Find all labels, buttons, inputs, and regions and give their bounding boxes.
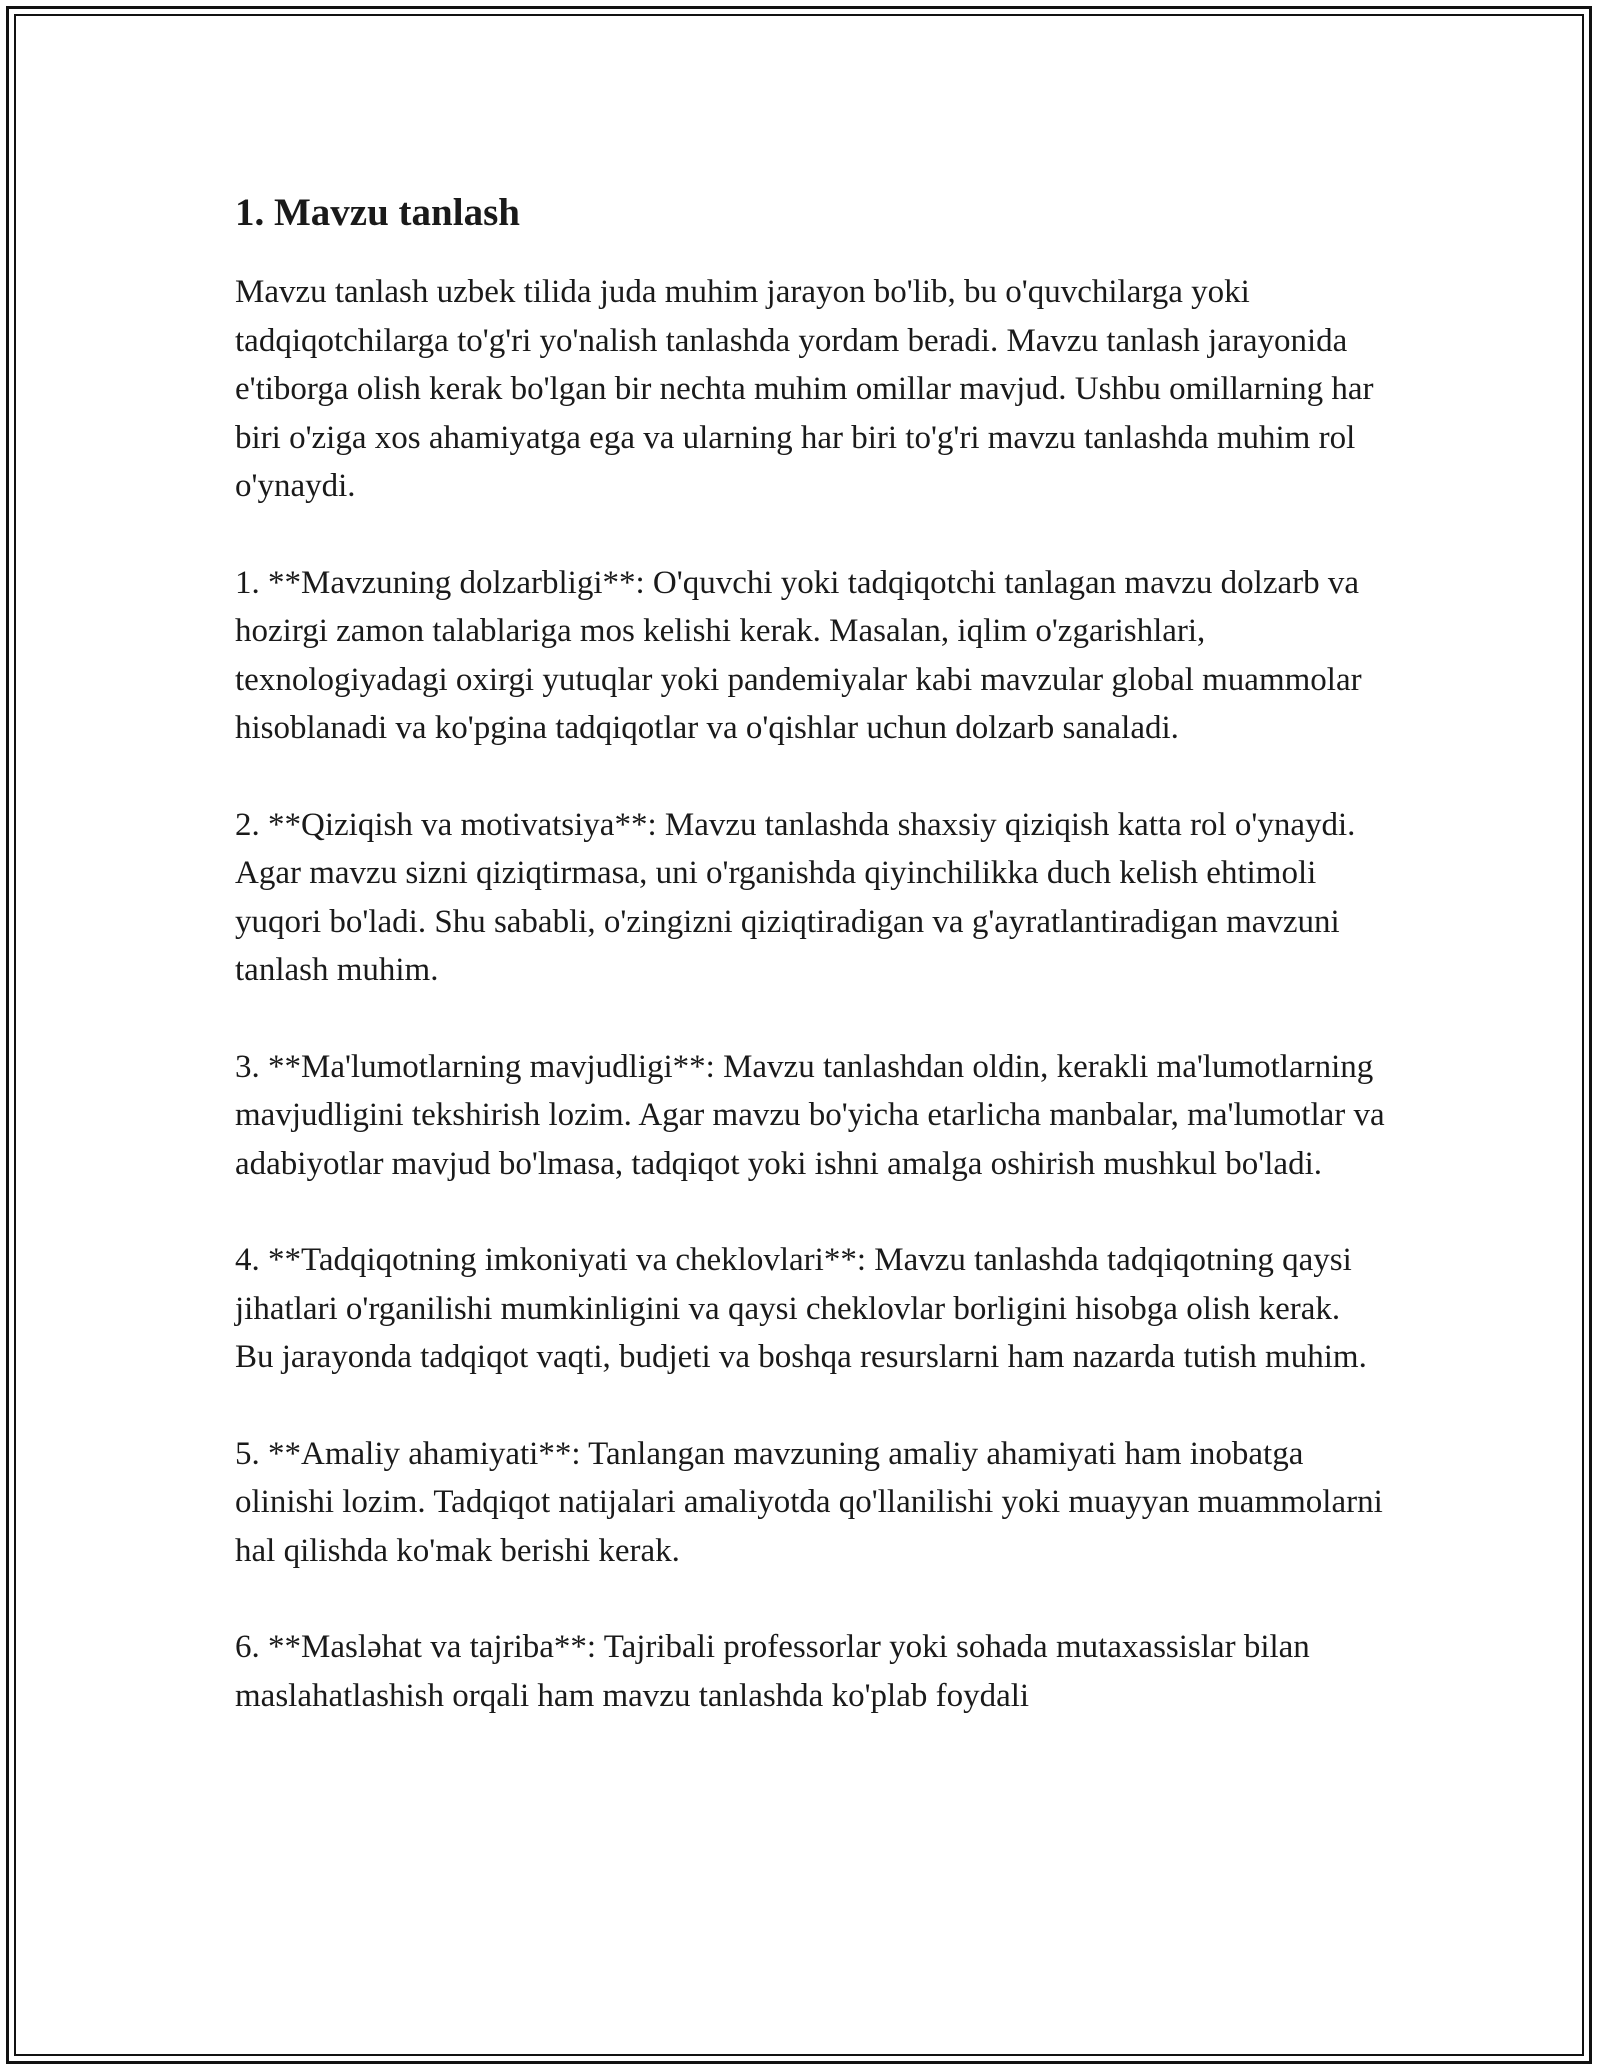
list-item-relevance: 1. **Mavzuning dolzarbligi**: O'quvchi yoki tadqiqotchi tanlagan mavzu dolzarb va hozirgi zamon talablariga mos kelishi kerak. Masalan, iqlim o'zgarishlari, texnologiyadagi oxirgi yutuqlar yoki pandemiyalar kabi mavzular global muammolar hisoblanadi va ko'pgina tadqiqotlar va o'qishlar uchun dolzarb sanaladi. [235,564,1362,746]
list-item-advice: 6. **Masləhat va tajriba**: Tajribali professorlar yoki sohada mutaxassislar bilan maslahatlashish orqali ham mavzu tanlashda ko'plab foydali [235,1629,1310,1714]
list-item-data-availability: 3. **Ma'lumotlarning mavjudligi**: Mavzu tanlashdan oldin, kerakli ma'lumotlarning mavjudligini tekshirish lozim. Agar mavzu bo'yicha etarlicha manbalar, ma'lumotlar va adabiyotlar mavjud bo'lmasa, tadqiqot yoki ishni amalga oshirish mushkul bo'ladi. [235,1048,1385,1182]
section-heading: 1. Mavzu tanlash [235,191,520,234]
list-item-practical-value: 5. **Amaliy ahamiyati**: Tanlangan mavzuning amaliy ahamiyati ham inobatga olinishi lozim. Tadqiqot natijalari amaliyotda qo'llanilishi yoki muayyan muammolarni hal qilishda ko'mak berishi kerak. [235,1435,1383,1569]
document-body [235,185,1385,1768]
intro-paragraph: Mavzu tanlash uzbek tilida juda muhim jarayon bo'lib, bu o'quvchilarga yoki tadqiqotchilarga to'g'ri yo'nalish tanlashda yordam beradi. Mavzu tanlash jarayonida e'tiborga olish kerak bo'lgan bir nechta muhim omillar mavjud. Ushbu omillarning har biri o'ziga xos ahamiyatga ega va ularning har biri to'g'ri mavzu tanlashda muhim rol o'ynaydi. [235,274,1374,504]
list-item-interest: 2. **Qiziqish va motivatsiya**: Mavzu tanlashda shaxsiy qiziqish katta rol o'ynaydi. Agar mavzu sizni qiziqtirmasa, uni o'rganishda qiyinchilikka duch kelish ehtimoli yuqori bo'ladi. Shu sababli, o'zingizni qiziqtiradigan va g'ayratlantiradigan mavzuni tanlash muhim. [235,806,1356,988]
list-item-research-scope: 4. **Tadqiqotning imkoniyati va cheklovlari**: Mavzu tanlashda tadqiqotning qaysi jihatlari o'rganilishi mumkinligini va qaysi cheklovlar borligini hisobga olish kerak. Bu jarayonda tadqiqot vaqti, budjeti va boshqa resurslarni ham nazarda tutish muhim. [235,1242,1367,1375]
